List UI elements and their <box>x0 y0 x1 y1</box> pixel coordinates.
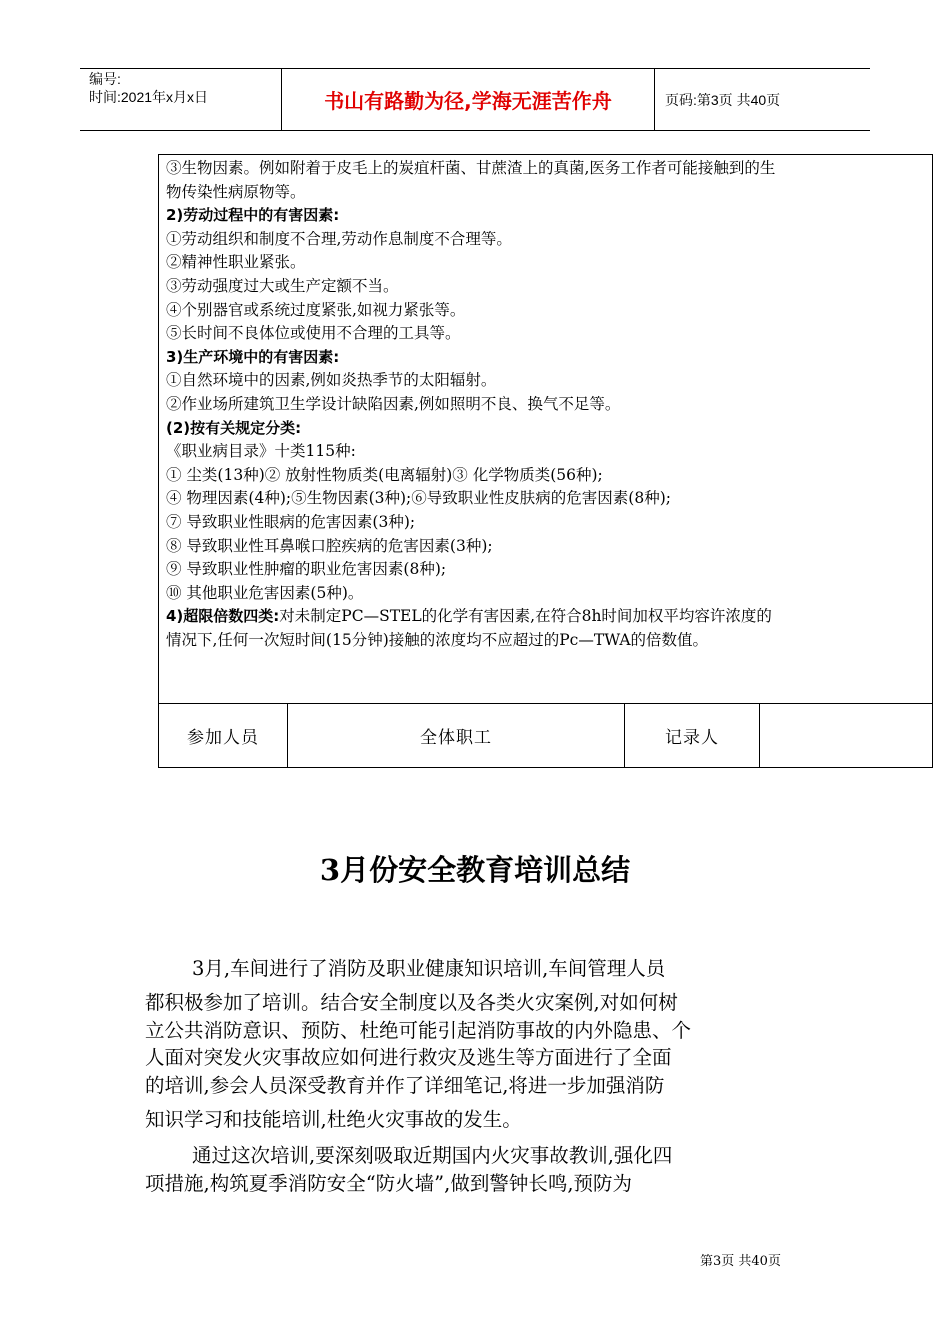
participants-value: 全体职工 <box>420 728 492 748</box>
content-line: ①劳动组织和制度不合理,劳动作息制度不合理等。 <box>166 229 512 248</box>
section-title: 3月份安全教育培训总结 <box>319 853 631 887</box>
content-line: ⑦ 导致职业性眼病的危害因素(3种); <box>166 512 416 531</box>
content-line: ⑨ 导致职业性肿瘤的职业危害因素(8种); <box>166 560 447 579</box>
content-line: ① 尘类(13种)② 放射性物质类(电离辐射)③ 化学物质类(56种); <box>166 465 603 484</box>
document-number-label: 编号: <box>89 71 121 87</box>
paragraph-line: 项措施,构筑夏季消防安全“防火墙”,做到警钟长鸣,预防为 <box>145 1171 633 1195</box>
table-content-cell <box>159 155 932 703</box>
recorder-value <box>760 704 932 767</box>
content-line: ③劳动强度过大或生产定额不当。 <box>166 276 399 295</box>
paragraph-line: 人面对突发火灾事故应如何进行救灾及逃生等方面进行了全面 <box>145 1046 672 1070</box>
paragraph-line: 通过这次培训,要深刻吸取近期国内火灾事故教训,强化四 <box>192 1143 673 1167</box>
header-motto: 书山有路勤为径,学海无涯苦作舟 <box>324 89 612 113</box>
recorder-label: 记录人 <box>665 728 719 748</box>
header-page-info: 页码:第3页 共40页 <box>665 91 781 108</box>
summary-body <box>145 955 810 1197</box>
paragraph <box>145 955 810 1134</box>
content-line: ②作业场所建筑卫生学设计缺陷因素,例如照明不良、换气不足等。 <box>166 394 621 413</box>
content-text: 对未制定PC—STEL的化学有害因素,在符合8h时间加权平均容许浓度的 <box>279 607 772 626</box>
content-line: 情况下,任何一次短时间(15分钟)接触的浓度均不应超过的Pc—TWA的倍数值。 <box>166 630 709 649</box>
page-footer: 第3页 共40页 <box>700 1254 781 1269</box>
content-line: ⑩ 其他职业危害因素(5种)。 <box>166 583 364 602</box>
content-heading: 2)劳动过程中的有害因素: <box>166 206 340 225</box>
content-heading: 3)生产环境中的有害因素: <box>166 347 340 366</box>
content-line: ⑤长时间不良体位或使用不合理的工具等。 <box>166 324 461 343</box>
paragraph <box>145 1142 810 1198</box>
paragraph-line: 都积极参加了培训。结合安全制度以及各类火灾案例,对如何树 <box>145 990 678 1014</box>
content-line: ④个别器官或系统过度紧张,如视力紧张等。 <box>166 300 466 319</box>
paragraph-line: 的培训,参会人员深受教育并作了详细笔记,将进一步加强消防 <box>145 1074 665 1098</box>
content-line: ③生物因素。例如附着于皮毛上的炭疽杆菌、甘蔗渣上的真菌,医务工作者可能接触到的生 <box>166 159 776 177</box>
page-header <box>80 68 870 131</box>
paragraph-line: 立公共消防意识、预防、杜绝可能引起消防事故的内外隐患、个 <box>145 1018 692 1042</box>
content-line: 《职业病目录》十类115种: <box>166 442 356 461</box>
content-line: 物传染性病原物等。 <box>166 182 306 201</box>
header-meta <box>80 69 280 130</box>
content-heading: 4)超限倍数四类: <box>166 607 280 626</box>
participants-label: 参加人员 <box>187 728 259 748</box>
paragraph-line: 3月,车间进行了消防及职业健康知识培训,车间管理人员 <box>192 957 666 980</box>
training-record-table <box>158 154 933 768</box>
content-line: ①自然环境中的因素,例如炎热季节的太阳辐射。 <box>166 371 497 390</box>
document-date: 时间:2021年x月x日 <box>89 89 209 105</box>
content-heading: (2)按有关规定分类: <box>166 418 302 437</box>
content-line: ②精神性职业紧张。 <box>166 253 306 272</box>
paragraph-line: 知识学习和技能培训,杜绝火灾事故的发生。 <box>145 1107 522 1131</box>
content-line: ⑧ 导致职业性耳鼻喉口腔疾病的危害因素(3种); <box>166 536 493 555</box>
content-line: ④ 物理因素(4种);⑤生物因素(3种);⑥导致职业性皮肤病的危害因素(8种); <box>166 489 671 508</box>
content-line <box>166 605 932 629</box>
